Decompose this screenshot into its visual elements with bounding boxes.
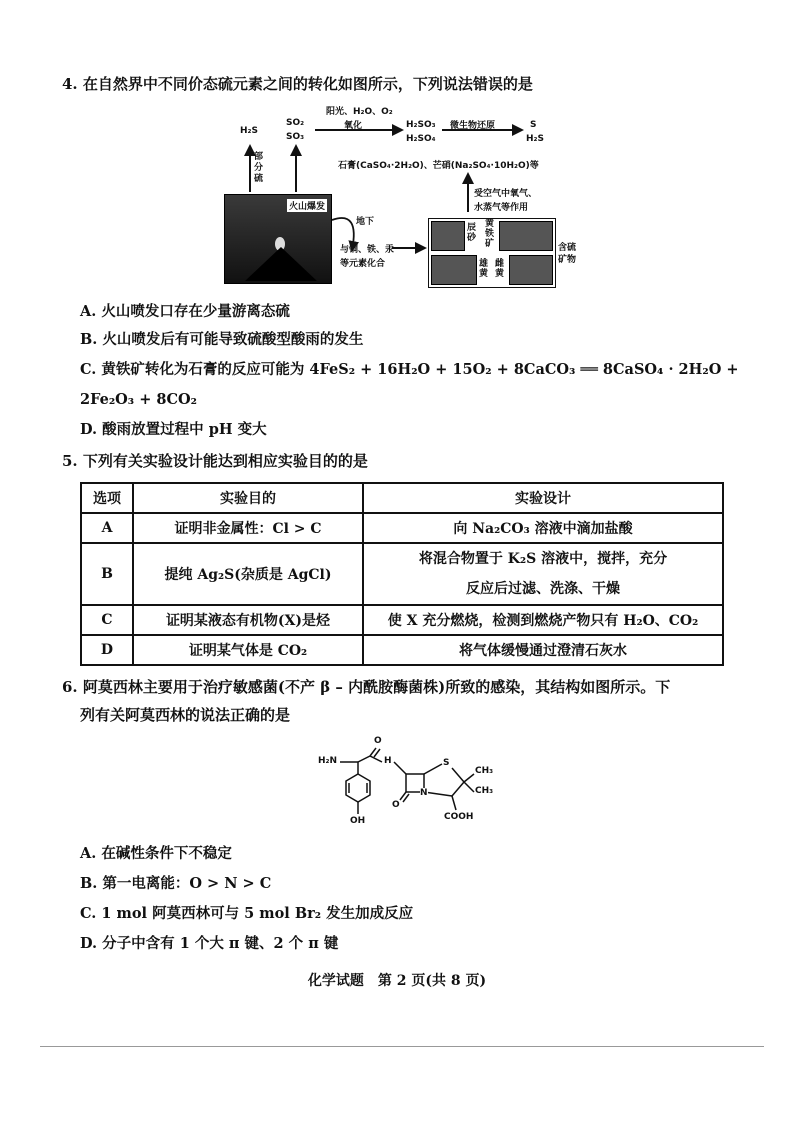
volcano-cone — [245, 247, 317, 281]
header-design: 实验设计 — [363, 483, 723, 513]
realgar-photo — [431, 255, 477, 285]
h2s-right-label: H₂S — [526, 134, 544, 144]
row-c-design: 使 X 充分燃烧，检测到燃烧产物只有 H₂O、CO₂ — [363, 605, 723, 635]
so3-label: SO₃ — [286, 132, 305, 142]
ch3-label-2: CH₃ — [475, 786, 494, 796]
row-c-purpose: 证明某液态有机物(X)是烃 — [133, 605, 363, 635]
bottom-divider — [40, 1046, 764, 1047]
row-d-option: D — [81, 635, 133, 665]
cinnabar-label: 辰砂 — [467, 223, 477, 243]
realgar-label: 雄黄 — [479, 259, 489, 279]
row-c-option: C — [81, 605, 133, 635]
h2n-label: H₂N — [318, 756, 338, 766]
row-a-purpose: 证明非金属性：Cl > C — [133, 513, 363, 543]
table-row — [81, 605, 723, 635]
cinnabar-photo — [431, 221, 465, 251]
combine-label-2: 等元素化合 — [340, 259, 386, 269]
air-action-label-1: 受空气中氧气、 — [474, 189, 538, 199]
row-a-design: 向 Na₂CO₃ 溶液中滴加盐酸 — [363, 513, 723, 543]
header-purpose: 实验目的 — [133, 483, 363, 513]
q4-option-c-cont: 2Fe₂O₃ + 8CO₂ — [80, 391, 198, 408]
sun-h2o-o2-label: 阳光、H₂O、O₂ — [326, 107, 393, 117]
so2-label: SO₂ — [286, 118, 305, 128]
nh-label: H — [384, 756, 392, 766]
q6-option-d: D. 分子中含有 1 个大 π 键、2 个 π 键 — [80, 935, 339, 952]
underground-label: 地下 — [356, 217, 375, 227]
h2s-left: H₂S — [240, 126, 258, 136]
ch3-label-1: CH₃ — [475, 766, 494, 776]
combine-label-1: 与铜、铁、汞 — [340, 245, 395, 255]
q4-option-c: C. 黄铁矿转化为石膏的反应可能为 4FeS₂ + 16H₂O + 15O₂ + 8CaCO₃ ══ 8CaSO₄ · 2H₂O + — [80, 361, 739, 378]
q4-option-d: D. 酸雨放置过程中 pH 变大 — [80, 421, 267, 438]
table-header-row — [81, 483, 723, 513]
table-row — [81, 635, 723, 665]
volcano-photo — [224, 194, 332, 284]
orpiment-photo — [509, 255, 553, 285]
q6-stem-line2: 列有关阿莫西林的说法正确的是 — [80, 706, 291, 724]
q4-diagram — [220, 100, 590, 290]
mineral-photos — [428, 218, 556, 288]
lactam-o-label: O — [392, 800, 400, 810]
structure-bonds — [312, 736, 502, 836]
sulfur-mineral-label: 含硫矿物 — [558, 243, 577, 265]
h2so3-label: H₂SO₃ — [406, 120, 436, 130]
row-b-design-line1: 将混合物置于 K₂S 溶液中，搅拌，充分 — [418, 551, 668, 567]
q6-stem-line1: 6. 阿莫西林主要用于治疗敏感菌(不产 β – 内酰胺酶菌株)所致的感染，其结构如图所示。下 — [62, 678, 671, 696]
row-b-purpose: 提纯 Ag₂S(杂质是 AgCl) — [133, 543, 363, 605]
q6-option-b: B. 第一电离能：O > N > C — [80, 875, 272, 892]
row-d-purpose: 证明某气体是 CO₂ — [133, 635, 363, 665]
row-a-option: A — [81, 513, 133, 543]
amoxicillin-structure — [312, 736, 502, 836]
oxidize-label: 氧化 — [344, 121, 363, 131]
q6-option-a: A. 在碱性条件下不稳定 — [80, 845, 232, 862]
s-right-label: S — [530, 120, 537, 130]
table-row — [81, 543, 723, 605]
s-atom-label: S — [443, 758, 450, 768]
partial-sulfur-label: 部分硫 — [254, 152, 264, 184]
row-b-option: B — [81, 543, 133, 605]
table-row — [81, 513, 723, 543]
carbonyl-o-label: O — [374, 736, 382, 746]
n-atom-label: N — [420, 788, 428, 798]
minerals-label: 石膏(CaSO₄·2H₂O)、芒硝(Na₂SO₄·10H₂O)等 — [338, 161, 539, 171]
h2so4-label: H₂SO₄ — [406, 134, 436, 144]
pyrite-label: 黄铁矿 — [485, 219, 495, 249]
q6-option-c: C. 1 mol 阿莫西林可与 5 mol Br₂ 发生加成反应 — [80, 905, 414, 922]
row-b-design-line2: 反应后过滤、洗涤、干燥 — [466, 581, 620, 597]
orpiment-label: 雌黄 — [495, 259, 505, 279]
q5-stem: 5. 下列有关实验设计能达到相应实验目的的是 — [62, 452, 368, 470]
volcano-label: 火山爆发 — [287, 199, 327, 212]
page-footer: 化学试题 第 2 页(共 8 页) — [307, 973, 487, 989]
q5-table — [80, 482, 724, 666]
q4-option-b: B. 火山喷发后有可能导致硫酸型酸雨的发生 — [80, 331, 364, 348]
q4-stem: 4. 在自然界中不同价态硫元素之间的转化如图所示，下列说法错误的是 — [62, 75, 533, 93]
q4-option-a: A. 火山喷发口存在少量游离态硫 — [80, 303, 290, 320]
cooh-label: COOH — [444, 812, 474, 822]
microbe-reduction-label: 微生物还原 — [450, 121, 496, 131]
oh-label: OH — [350, 816, 366, 826]
air-action-label-2: 水蒸气等作用 — [474, 203, 529, 213]
header-option: 选项 — [81, 483, 133, 513]
pyrite-photo — [499, 221, 553, 251]
row-b-design — [363, 543, 723, 605]
row-d-design: 将气体缓慢通过澄清石灰水 — [363, 635, 723, 665]
